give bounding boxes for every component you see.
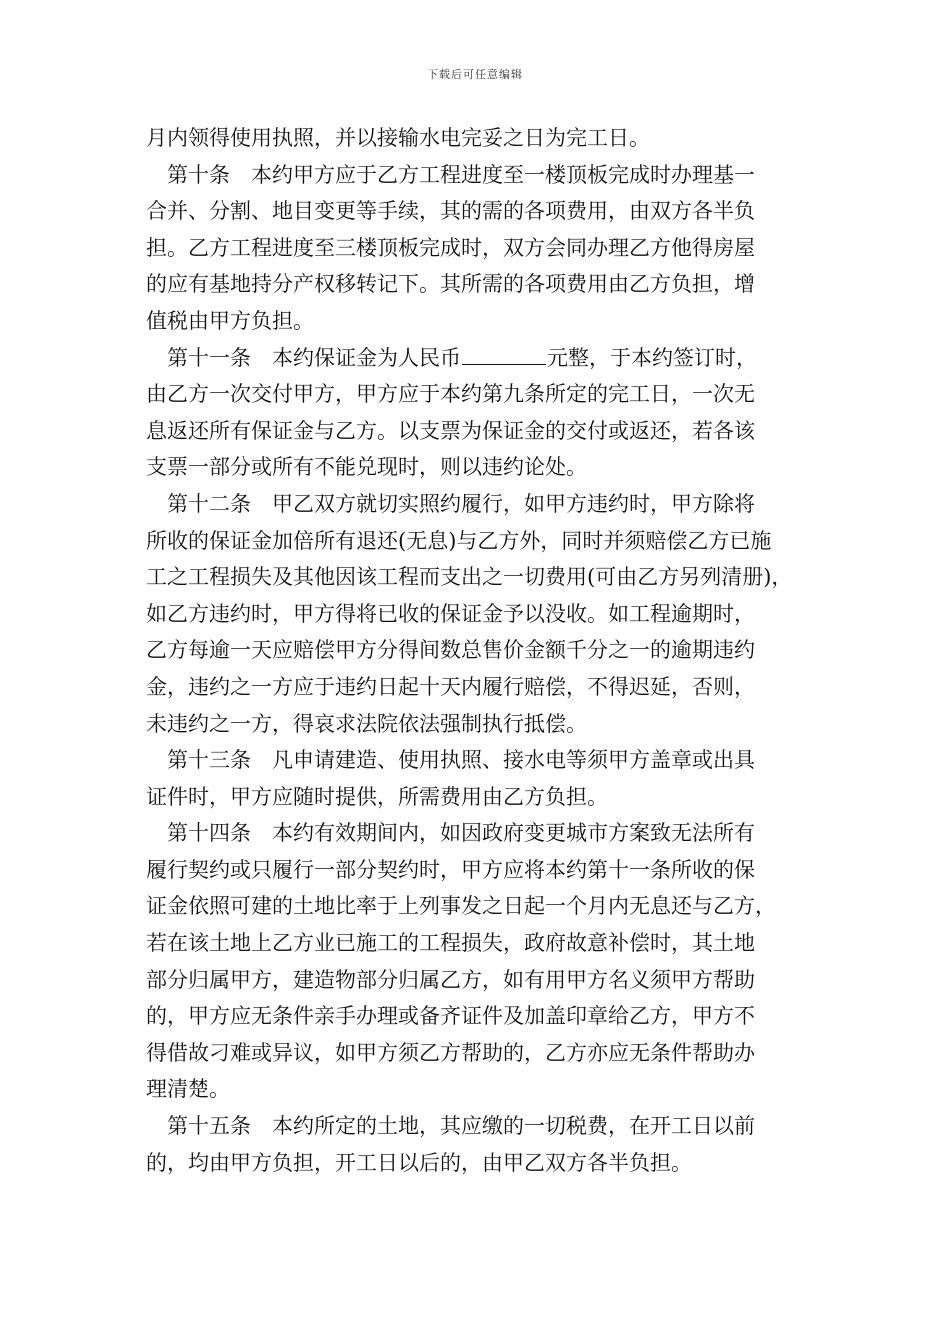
text-line: 的，均由甲方负担，开工日以后的，由甲乙双方各半负担。 xyxy=(146,1150,692,1175)
text-segment: 第十一条 本约保证金为人民币 xyxy=(167,345,461,370)
article-14-heading-line: 第十四条 本约有效期间内，如因政府变更城市方案致无法所有 xyxy=(167,821,755,846)
text-line: 工之工程损失及其他因该工程而支出之一切费用(可由乙方另列清册)， xyxy=(146,565,793,590)
article-12-heading-line: 第十二条 甲乙双方就切实照约履行，如甲方违约时，甲方除将 xyxy=(167,491,755,516)
article-11-heading-line xyxy=(146,340,808,377)
text-line: 所收的保证金加倍所有退还(无息)与乙方外，同时并须赔偿乙方已施 xyxy=(146,528,772,553)
text-line: 由乙方一次交付甲方，甲方应于本约第九条所定的完工日，一次无 xyxy=(146,382,755,407)
text-line: 若在该土地上乙方业已施工的工程损失，政府故意补偿时，其土地 xyxy=(146,931,755,956)
text-line: 的应有基地持分产权移转记下。其所需的各项费用由乙方负担，增 xyxy=(146,272,755,297)
article-15-heading-line: 第十五条 本约所定的土地，其应缴的一切税费，在开工日以前 xyxy=(167,1114,755,1139)
text-line: 金，违约之一方应于违约日起十天内履行赔偿，不得迟延，否则， xyxy=(146,674,755,699)
text-line: 合并、分割、地目变更等手续，其的需的各项费用，由双方各半负 xyxy=(146,199,755,224)
text-line: 履行契约或只履行一部分契约时，甲方应将本约第十一条所收的保 xyxy=(146,857,755,882)
text-segment: 元整，于本约签订时， xyxy=(547,345,757,370)
text-line: 未违约之一方，得哀求法院依法强制执行抵偿。 xyxy=(146,711,587,736)
article-10-heading-line: 第十条 本约甲方应于乙方工程进度至一楼顶板完成时办理基一 xyxy=(167,162,755,187)
amount-blank xyxy=(462,346,546,365)
text-line: 证件时，甲方应随时提供，所需费用由乙方负担。 xyxy=(146,784,608,809)
contract-body xyxy=(146,120,808,1181)
text-line: 担。乙方工程进度至三楼顶板完成时，双方会同办理乙方他得房屋 xyxy=(146,235,755,260)
article-13-heading-line: 第十三条 凡申请建造、使用执照、接水电等须甲方盖章或出具 xyxy=(167,748,755,773)
page-header: 下载后可任意编辑 xyxy=(427,68,523,81)
text-line: 如乙方违约时，甲方得将已收的保证金予以没收。如工程逾期时， xyxy=(146,601,755,626)
text-line: 理清楚。 xyxy=(146,1077,230,1102)
text-line: 得借故刁难或异议，如甲方须乙方帮助的，乙方亦应无条件帮助办 xyxy=(146,1040,755,1065)
text-line: 值税由甲方负担。 xyxy=(146,308,314,333)
text-line: 证金依照可建的土地比率于上列事发之日起一个月内无息还与乙方， xyxy=(146,894,776,919)
text-line: 部分归属甲方，建造物部分归属乙方，如有用甲方名义须甲方帮助 xyxy=(146,967,755,992)
text-line: 月内领得使用执照，并以接输水电完妥之日为完工日。 xyxy=(146,126,650,150)
text-line: 支票一部分或所有不能兑现时，则以违约论处。 xyxy=(146,455,587,480)
text-line: 的，甲方应无条件亲手办理或备齐证件及加盖印章给乙方，甲方不 xyxy=(146,1004,755,1029)
text-line: 息返还所有保证金与乙方。以支票为保证金的交付或返还，若各该 xyxy=(146,418,755,443)
text-line: 乙方每逾一天应赔偿甲方分得间数总售价金额千分之一的逾期违约 xyxy=(146,638,755,663)
